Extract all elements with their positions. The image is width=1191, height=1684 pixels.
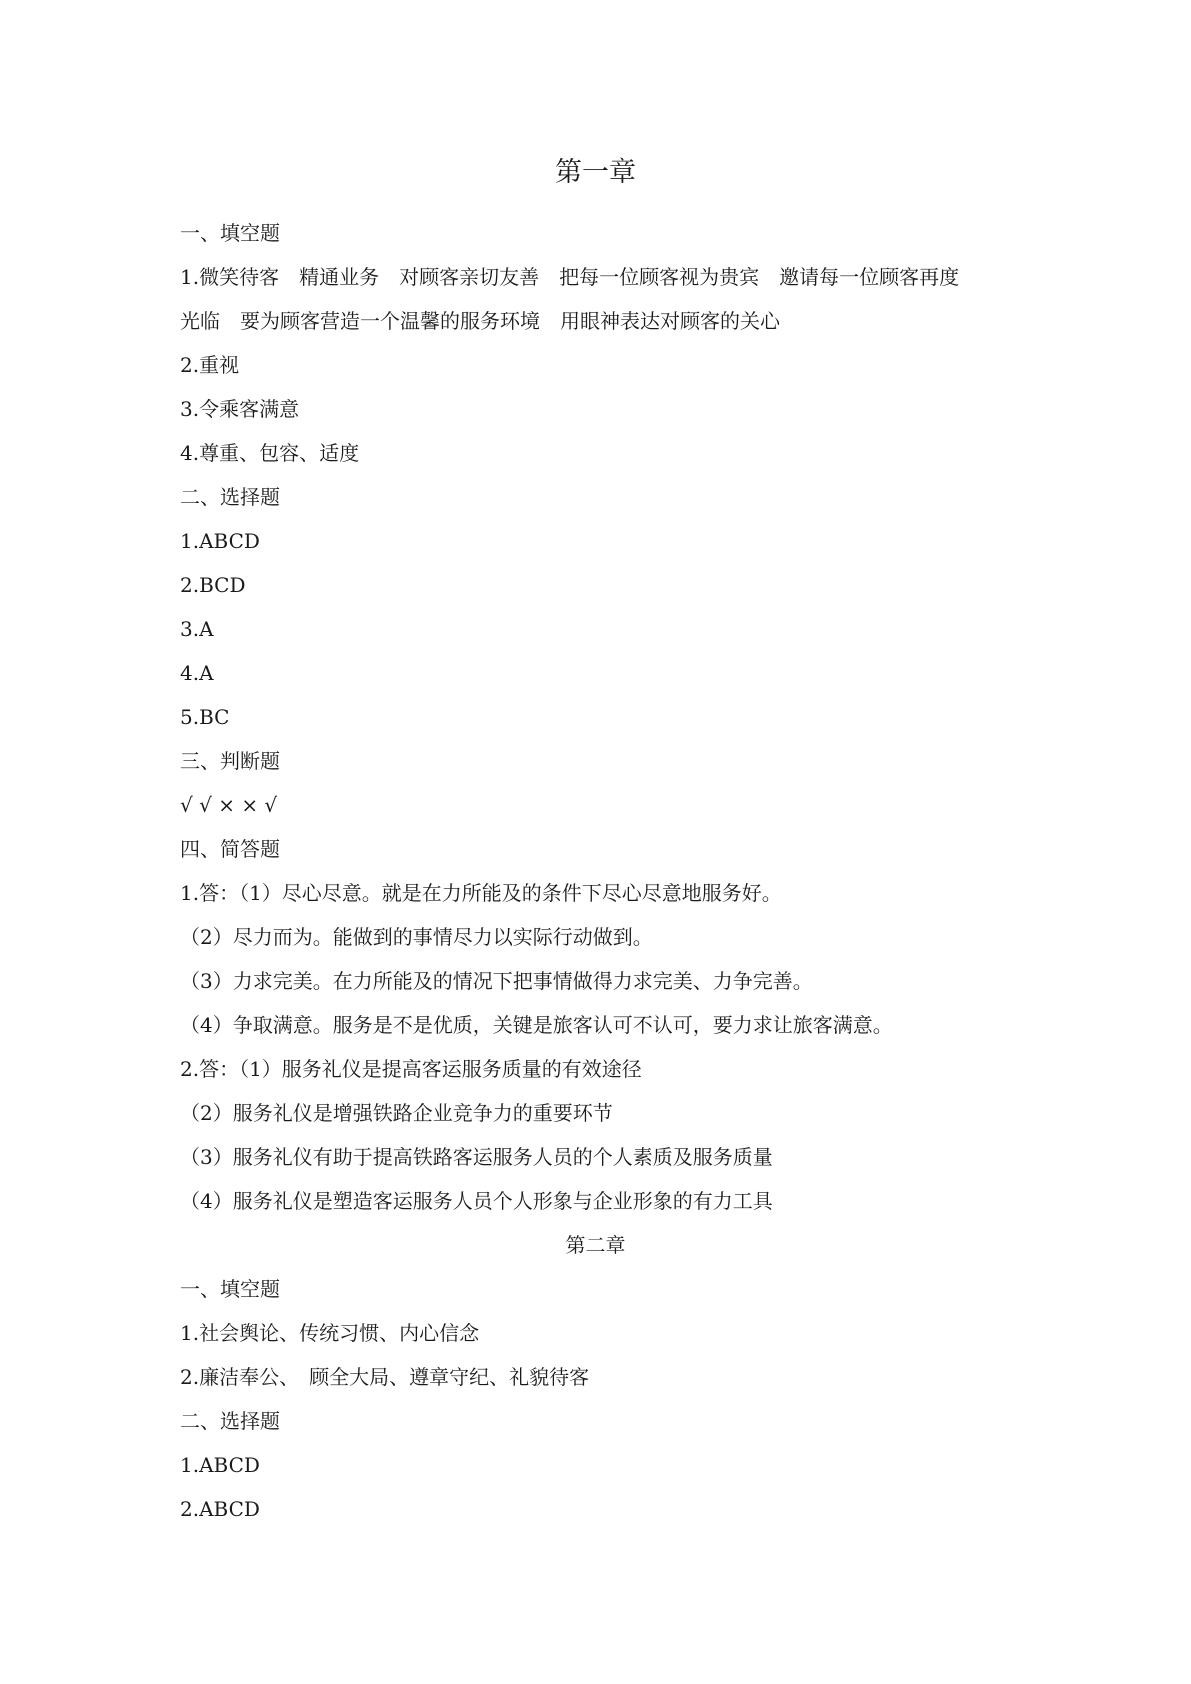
answer-line: （3）力求完美。在力所能及的情况下把事情做得力求完美、力争完善。: [180, 969, 813, 993]
chapter-title: 第一章: [555, 157, 636, 188]
answer-line: （3）服务礼仪有助于提高铁路客运服务人员的个人素质及服务质量: [180, 1145, 773, 1169]
answer-line: 3.令乘客满意: [180, 397, 300, 421]
answer-line: 2.重视: [180, 353, 240, 377]
answer-line: 4.尊重、包容、适度: [180, 441, 360, 465]
section-heading: 一、填空题: [180, 1277, 280, 1301]
answer-line: 5.BC: [180, 705, 230, 729]
answer-line: 2.ABCD: [180, 1497, 260, 1521]
answer-line: 1.ABCD: [180, 529, 260, 553]
answer-line: 光临 要为顾客营造一个温馨的服务环境 用眼神表达对顾客的关心: [180, 309, 780, 333]
section-heading: 二、选择题: [180, 485, 280, 509]
answer-line: 1.答：（1）尽心尽意。就是在力所能及的条件下尽心尽意地服务好。: [180, 881, 782, 905]
section-heading: 一、填空题: [180, 221, 280, 245]
answer-line: √ √ × × √: [180, 793, 278, 817]
answer-line: 4.A: [180, 661, 214, 685]
answer-line: （4）服务礼仪是塑造客运服务人员个人形象与企业形象的有力工具: [180, 1189, 773, 1213]
answer-line: 2.廉洁奉公、 顾全大局、遵章守纪、礼貌待客: [180, 1365, 590, 1389]
answer-line: 3.A: [180, 617, 214, 641]
answer-line: （4）争取满意。服务是不是优质，关键是旅客认可不认可，要力求让旅客满意。: [180, 1013, 893, 1037]
section-heading: 三、判断题: [180, 749, 280, 773]
chapter-heading: 第二章: [565, 1233, 626, 1257]
answer-line: 1.ABCD: [180, 1453, 260, 1477]
section-heading: 二、选择题: [180, 1409, 280, 1433]
answer-line: （2）服务礼仪是增强铁路企业竞争力的重要环节: [180, 1101, 613, 1125]
answer-line: （2）尽力而为。能做到的事情尽力以实际行动做到。: [180, 925, 653, 949]
answer-line: 1.微笑待客 精通业务 对顾客亲切友善 把每一位顾客视为贵宾 邀请每一位顾客再度: [180, 265, 960, 289]
section-heading: 四、简答题: [180, 837, 280, 861]
answer-line: 2.BCD: [180, 573, 246, 597]
answer-line: 1.社会舆论、传统习惯、内心信念: [180, 1321, 480, 1345]
answer-line: 2.答：（1）服务礼仪是提高客运服务质量的有效途径: [180, 1057, 642, 1081]
